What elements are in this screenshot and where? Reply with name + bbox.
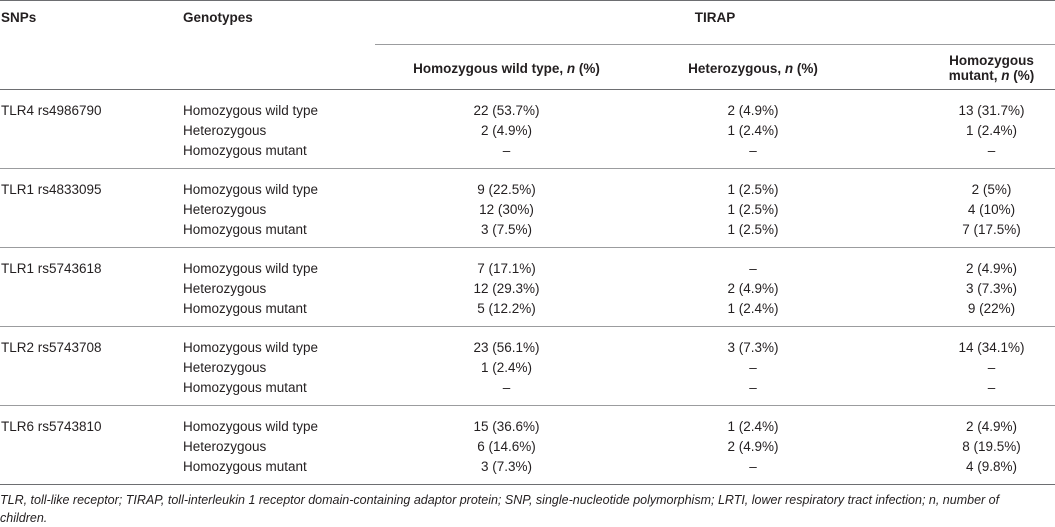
wild-type-value: 12 (30%) <box>479 201 534 217</box>
genotype-cell: Homozygous wild type <box>183 102 319 118</box>
genotype-cell: Heterozygous <box>183 438 267 454</box>
genotype-cell: Heterozygous <box>183 122 267 138</box>
heterozygous-value: 2 (4.9%) <box>727 438 779 454</box>
genotype-cell: Homozygous mutant <box>175 298 375 327</box>
mutant-value: 9 (22%) <box>818 298 1055 327</box>
heterozygous-value: 1 (2.4%) <box>727 418 779 434</box>
wild-type-value: 23 (56.1%) <box>473 339 540 355</box>
snp-cell <box>0 140 175 169</box>
genotype-cell: Homozygous mutant <box>175 456 375 485</box>
heterozygous-value: – <box>618 377 818 406</box>
heterozygous-value: 2 (4.9%) <box>727 280 779 296</box>
snp-cell <box>0 120 175 140</box>
table-row <box>0 90 1055 121</box>
wild-type-value: 3 (7.3%) <box>375 456 618 485</box>
snp-cell: TLR2 rs5743708 <box>1 339 102 355</box>
wild-type-value: 22 (53.7%) <box>473 102 540 118</box>
table-row <box>0 357 1055 377</box>
heterozygous-value: 1 (2.4%) <box>727 122 779 138</box>
snp-cell <box>0 456 175 485</box>
header-homozygous-mutant: Homozygous mutant, n (%) <box>948 53 1035 83</box>
heterozygous-value: 1 (2.4%) <box>618 298 818 327</box>
snp-cell <box>0 298 175 327</box>
snp-cell: TLR1 rs5743618 <box>1 260 102 276</box>
heterozygous-value: 1 (2.5%) <box>618 219 818 248</box>
mutant-value: – <box>818 140 1055 169</box>
wild-type-value: 9 (22.5%) <box>477 181 536 197</box>
mutant-value: 1 (2.4%) <box>965 122 1018 138</box>
wild-type-value: 5 (12.2%) <box>375 298 618 327</box>
heterozygous-value: – <box>749 260 757 276</box>
snp-cell <box>0 357 175 377</box>
wild-type-value: 12 (29.3%) <box>473 280 540 296</box>
snp-cell: TLR4 rs4986790 <box>1 102 102 118</box>
snp-cell <box>0 219 175 248</box>
heterozygous-value: – <box>618 140 818 169</box>
table-row <box>0 327 1055 358</box>
table-row <box>0 436 1055 456</box>
genotype-cell: Homozygous wild type <box>183 418 319 434</box>
mutant-value: – <box>818 377 1055 406</box>
heterozygous-value: 1 (2.5%) <box>727 201 779 217</box>
mutant-value: – <box>987 359 996 375</box>
mutant-value: 2 (4.9%) <box>965 260 1018 276</box>
wild-type-value: – <box>375 377 618 406</box>
genotype-cell: Heterozygous <box>183 359 267 375</box>
table-row <box>0 169 1055 200</box>
wild-type-value: 6 (14.6%) <box>477 438 536 454</box>
table-body <box>0 90 1055 485</box>
mutant-value: 7 (17.5%) <box>818 219 1055 248</box>
table-row <box>0 248 1055 279</box>
mutant-value: 4 (10%) <box>967 201 1016 217</box>
wild-type-value: 1 (2.4%) <box>480 359 533 375</box>
table-row <box>0 199 1055 219</box>
table-row <box>0 120 1055 140</box>
table-row <box>0 377 1055 406</box>
heterozygous-value: 1 (2.5%) <box>727 181 779 197</box>
mutant-value: 4 (9.8%) <box>818 456 1055 485</box>
mutant-value: 3 (7.3%) <box>965 280 1018 296</box>
mutant-value: 2 (5%) <box>971 181 1012 197</box>
mutant-value: 8 (19.5%) <box>962 438 1021 454</box>
header-heterozygous: Heterozygous, n (%) <box>688 60 818 76</box>
header-snps: SNPs <box>0 1 175 90</box>
wild-type-value: 2 (4.9%) <box>480 122 533 138</box>
snp-cell <box>0 278 175 298</box>
genotype-cell: Homozygous wild type <box>183 181 319 197</box>
snp-cell <box>0 436 175 456</box>
genotype-cell: Homozygous wild type <box>183 339 319 355</box>
table-row <box>0 406 1055 437</box>
table-row <box>0 219 1055 248</box>
mutant-value: 13 (31.7%) <box>958 102 1025 118</box>
wild-type-value: 7 (17.1%) <box>477 260 536 276</box>
table-row <box>0 456 1055 485</box>
header-homozygous-wild-type: Homozygous wild type, n (%) <box>413 60 600 76</box>
table-row <box>0 278 1055 298</box>
genotype-cell: Heterozygous <box>183 201 267 217</box>
genotype-cell: Homozygous mutant <box>175 377 375 406</box>
snp-cell: TLR1 rs4833095 <box>1 181 102 197</box>
genotype-cell: Heterozygous <box>183 280 267 296</box>
mutant-value: 14 (34.1%) <box>958 339 1025 355</box>
wild-type-value: – <box>375 140 618 169</box>
header-genotypes: Genotypes <box>175 1 375 90</box>
heterozygous-value: 2 (4.9%) <box>727 102 779 118</box>
snp-cell: TLR6 rs5743810 <box>1 418 102 434</box>
table-header <box>0 1 1055 90</box>
heterozygous-value: – <box>618 456 818 485</box>
heterozygous-value: 3 (7.3%) <box>727 339 779 355</box>
table-row <box>0 140 1055 169</box>
genotype-cell: Homozygous mutant <box>175 219 375 248</box>
mutant-value: 2 (4.9%) <box>965 418 1018 434</box>
genotype-cell: Homozygous wild type <box>183 260 319 276</box>
wild-type-value: 15 (36.6%) <box>473 418 540 434</box>
snp-cell <box>0 377 175 406</box>
header-tirap: TIRAP <box>375 1 1055 45</box>
heterozygous-value: – <box>749 359 757 375</box>
table-row <box>0 298 1055 327</box>
table-footnote: TLR, toll-like receptor; TIRAP, toll-interleukin 1 receptor domain-containing adaptor protein; SNP, single-nucleotide polymorphism; LRTI, lower respiratory tract infection; n, number of children. <box>0 493 1000 525</box>
snp-cell <box>0 199 175 219</box>
genotype-cell: Homozygous mutant <box>175 140 375 169</box>
wild-type-value: 3 (7.5%) <box>375 219 618 248</box>
